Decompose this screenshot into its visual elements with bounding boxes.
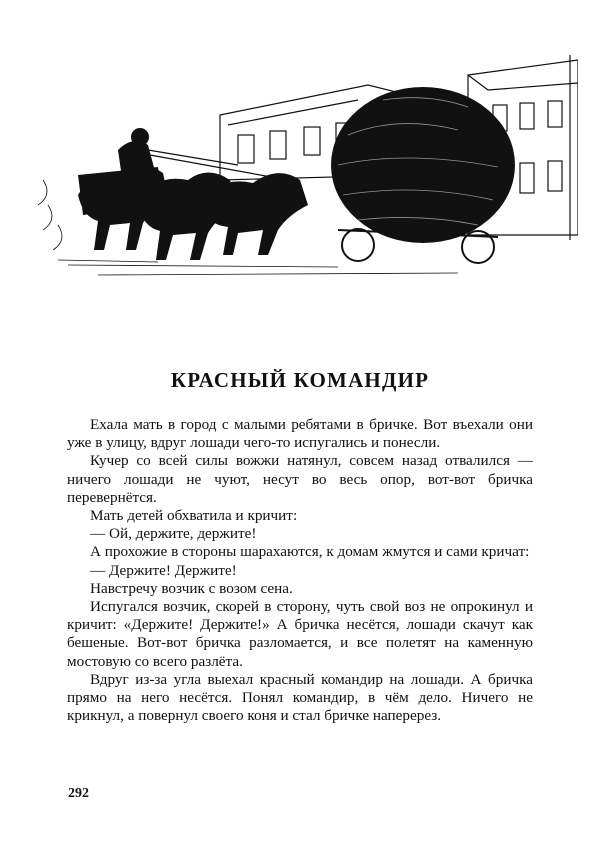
paragraph: А прохожие в стороны шарахаются, к домам жмутся и сами кричат:: [90, 543, 530, 561]
paragraph: Испугался возчик, скорей в сторону, чуть свой воз не опрокинул и кричит: «Держите! Держите!» А бричка несётся, лошади скачут как бешеные. Вот-вот бричка разломается, и все полетят на каменную мостовую со всего разлёта.: [67, 598, 533, 670]
story-illustration: [38, 55, 578, 285]
paragraph: — Ой, держите, держите!: [90, 525, 257, 543]
story-body: [67, 416, 533, 725]
paragraph: Кучер со всей силы вожжи натянул, совсем назад отвалился — ничего лошади не чуют, несут во весь опор, вот-вот бричка перевернётся.: [67, 452, 533, 506]
paragraph: Мать детей обхватила и кричит:: [90, 507, 298, 525]
paragraph: — Держите! Держите!: [90, 561, 237, 579]
story-title: КРАСНЫЙ КОМАНДИР: [170, 368, 430, 392]
paragraph: Навстречу возчик с возом сена.: [90, 579, 293, 597]
paragraph: Вдруг из-за угла выехал красный командир на лошади. А бричка прямо на него несётся. Понял командир, в чём дело. Ничего не крикнул, а повернул своего коня и стал бричке наперерез.: [67, 670, 533, 725]
troika-and-hay-cart-icon: [38, 55, 578, 285]
paragraph: Ехала мать в город с малыми ребятами в бричке. Вот въехали они уже в улицу, вдруг лошади чего-то испугались и понесли.: [67, 416, 533, 452]
page-number: 292: [68, 786, 89, 801]
